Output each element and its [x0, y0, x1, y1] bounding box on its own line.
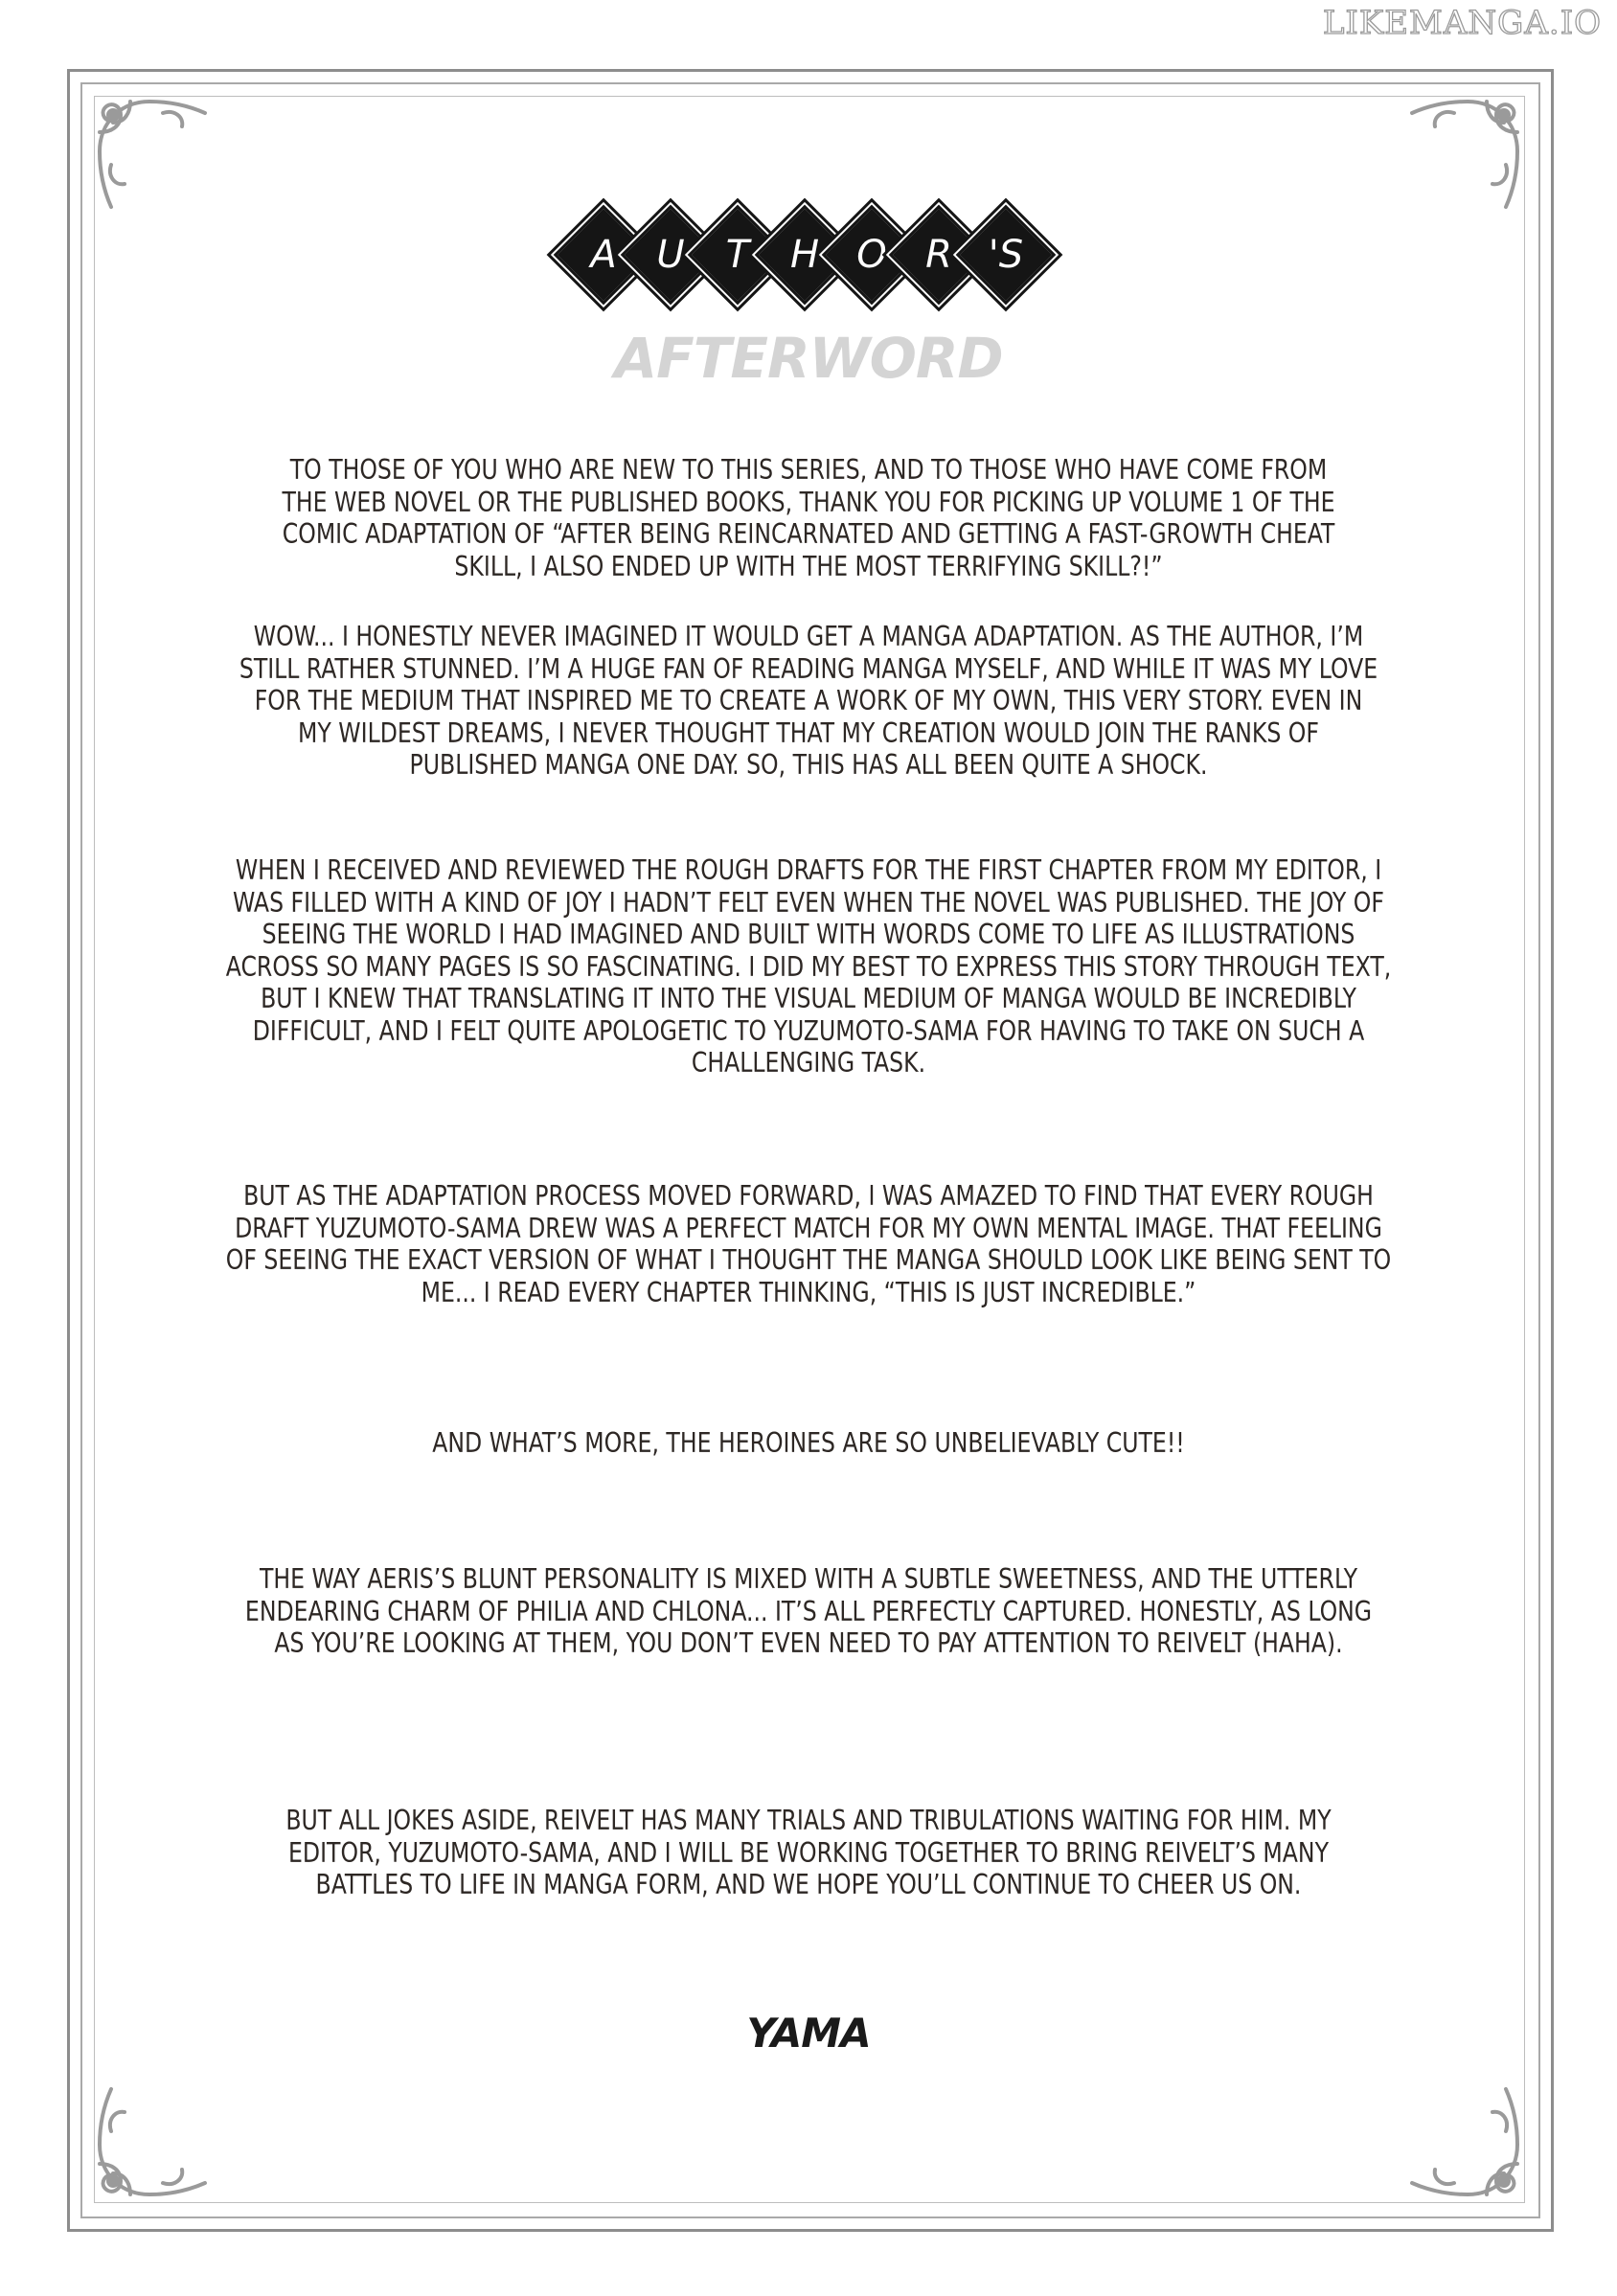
title-letter: T: [725, 233, 750, 277]
title-letter: U: [656, 233, 685, 277]
corner-ornament-top-left: [82, 84, 226, 228]
title-letter: R: [925, 233, 952, 277]
title-letter: 'S: [988, 233, 1024, 277]
paragraph-7: BUT ALL JOKES ASIDE, REIVELT HAS MANY TRIALS AND TRIBULATIONS WAITING FOR HIM. MY EDITOR, YUZUMOTO-SAMA, AND I WILL BE WORKING TOGETHER TO BRING REIVELT’S MANY BATTLES TO LIFE IN MANGA FORM, AND WE HOPE YOU’LL CONTINUE TO CHEER US ON.: [285, 1805, 1332, 1900]
outer-frame: [67, 69, 1554, 2232]
corner-ornament-bottom-right: [1391, 2068, 1535, 2212]
title-letter: O: [856, 233, 887, 277]
paragraph-1: TO THOSE OF YOU WHO ARE NEW TO THIS SERIES, AND TO THOSE WHO HAVE COME FROM THE WEB NOVEL OR THE PUBLISHED BOOKS, THANK YOU FOR PICKING UP VOLUME 1 OF THE COMIC ADAPTATION OF “AFTER BEING REINCARNATED AND GETTING A FAST-GROWTH CHEAT SKILL, I ALSO ENDED UP WITH THE MOST TERRIFYING SKILL?!”: [282, 454, 1335, 582]
corner-ornament-top-right: [1391, 84, 1535, 228]
paragraph-4: BUT AS THE ADAPTATION PROCESS MOVED FORWARD, I WAS AMAZED TO FIND THAT EVERY ROUGH DRAFT YUZUMOTO-SAMA DREW WAS A PERFECT MATCH FOR MY OWN MENTAL IMAGE. THAT FEELING OF SEEING THE EXACT VERSION OF WHAT I THOUGHT THE MANGA SHOULD LOOK LIKE BEING SENT TO ME... I READ EVERY CHAPTER THINKING, “THIS IS JUST INCREDIBLE.”: [225, 1180, 1392, 1308]
author-signature: YAMA: [746, 2010, 871, 2057]
title-letter: A: [590, 233, 617, 277]
title-letter: H: [789, 233, 820, 277]
corner-ornament-bottom-left: [82, 2068, 226, 2212]
paragraph-6: THE WAY AERIS’S BLUNT PERSONALITY IS MIXED WITH A SUBTLE SWEETNESS, AND THE UTTERLY ENDEARING CHARM OF PHILIA AND CHLONA... IT’S ALL PERFECTLY CAPTURED. HONESTLY, AS LONG AS YOU’RE LOOKING AT THEM, YOU DON’T EVEN NEED TO PAY ATTENTION TO REIVELT (HAHA).: [244, 1563, 1373, 1659]
paragraph-5: AND WHAT’S MORE, THE HEROINES ARE SO UNBELIEVABLY CUTE!!: [432, 1427, 1185, 1459]
afterword-subtitle: AFTERWORD: [614, 326, 1003, 391]
paragraph-2: WOW... I HONESTLY NEVER IMAGINED IT WOULD GET A MANGA ADAPTATION. AS THE AUTHOR, I’M STILL RATHER STUNNED. I’M A HUGE FAN OF READING MANGA MYSELF, AND WHILE IT WAS MY LOVE FOR THE MEDIUM THAT INSPIRED ME TO CREATE A WORK OF MY OWN, THIS VERY STORY. EVEN IN MY WILDEST DREAMS, I NEVER THOUGHT THAT MY CREATION WOULD JOIN THE RANKS OF PUBLISHED MANGA ONE DAY. SO, THIS HAS ALL BEEN QUITE A SHOCK.: [239, 621, 1378, 781]
paragraph-3: WHEN I RECEIVED AND REVIEWED THE ROUGH DRAFTS FOR THE FIRST CHAPTER FROM MY EDITOR, I WAS FILLED WITH A KIND OF JOY I HADN’T FELT EVEN WHEN THE NOVEL WAS PUBLISHED. THE JOY OF SEEING THE WORLD I HAD IMAGINED AND BUILT WITH WORDS COME TO LIFE AS ILLUSTRATIONS ACROSS SO MANY PAGES IS SO FASCINATING. I DID MY BEST TO EXPRESS THIS STORY THROUGH TEXT, BUT I KNEW THAT TRANSLATING IT INTO THE VISUAL MEDIUM OF MANGA WOULD BE INCREDIBLY DIFFICULT, AND I FELT QUITE APOLOGETIC TO YUZUMOTO-SAMA FOR HAVING TO TAKE ON SUCH A CHALLENGING TASK.: [225, 854, 1392, 1079]
authors-title: [565, 216, 1054, 295]
watermark: LIKEMANGA.IO: [1322, 4, 1602, 42]
